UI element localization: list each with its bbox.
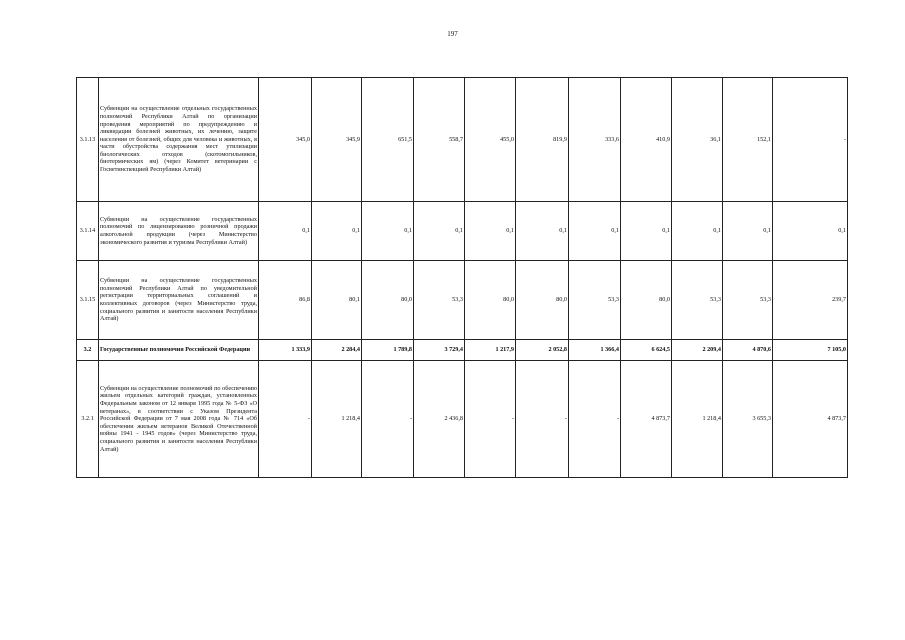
table-row-section bbox=[77, 340, 848, 361]
row-description: Субвенции на осуществление полномочий по обеспечению жильем отдельных категорий граждан, установленных Федеральным законом от 12 января 1995 года № 5-ФЗ «О ветеранах», в соответствии с Указом Президента Российской Федерации от 7 мая 2008 года № 714 «Об обеспечении жильем ветеранов Великой Отечественной войны 1941 - 1945 годов» (через Министерство труда, социального развития и занятости населения Республики Алтай) bbox=[99, 361, 259, 478]
value-cell: 4 870,6 bbox=[723, 340, 773, 361]
value-cell: 0,1 bbox=[312, 202, 362, 261]
value-cell: 53,3 bbox=[414, 261, 465, 340]
value-cell: 4 873,7 bbox=[773, 361, 848, 478]
value-cell: - bbox=[569, 361, 621, 478]
value-cell: 2 436,8 bbox=[414, 361, 465, 478]
value-cell: 6 624,5 bbox=[621, 340, 672, 361]
value-cell: 152,1 bbox=[723, 78, 773, 202]
value-cell: - bbox=[465, 361, 516, 478]
value-cell: 333,6 bbox=[569, 78, 621, 202]
row-description: Государственные полномочия Российской Федерации bbox=[99, 340, 259, 361]
value-cell: 80,1 bbox=[312, 261, 362, 340]
value-cell: - bbox=[516, 361, 569, 478]
value-cell: 345,9 bbox=[312, 78, 362, 202]
value-cell: 558,7 bbox=[414, 78, 465, 202]
table-row bbox=[77, 261, 848, 340]
value-cell: 1 366,4 bbox=[569, 340, 621, 361]
value-cell: 1 789,8 bbox=[362, 340, 414, 361]
value-cell: 651,5 bbox=[362, 78, 414, 202]
value-cell: - bbox=[773, 78, 848, 202]
value-cell: 410,9 bbox=[621, 78, 672, 202]
value-cell: 0,1 bbox=[259, 202, 312, 261]
table-row bbox=[77, 361, 848, 478]
value-cell: 3 729,4 bbox=[414, 340, 465, 361]
value-cell: 0,1 bbox=[414, 202, 465, 261]
value-cell: 53,3 bbox=[569, 261, 621, 340]
value-cell: 80,0 bbox=[621, 261, 672, 340]
value-cell: 455,0 bbox=[465, 78, 516, 202]
value-cell: 0,1 bbox=[773, 202, 848, 261]
value-cell: 53,3 bbox=[723, 261, 773, 340]
value-cell: 819,9 bbox=[516, 78, 569, 202]
value-cell: 4 873,7 bbox=[621, 361, 672, 478]
value-cell: 3 655,3 bbox=[723, 361, 773, 478]
value-cell: 0,1 bbox=[723, 202, 773, 261]
value-cell: 0,1 bbox=[516, 202, 569, 261]
value-cell: 0,1 bbox=[621, 202, 672, 261]
row-description: Субвенции на осуществление государственных полномочий Республики Алтай по уведомительной регистрации территориальных соглашений и коллективных договоров (через Министерство труда, социального развития и занятости населения Республики Алтай) bbox=[99, 261, 259, 340]
value-cell: 2 052,8 bbox=[516, 340, 569, 361]
value-cell: 7 105,0 bbox=[773, 340, 848, 361]
value-cell: 80,0 bbox=[362, 261, 414, 340]
value-cell: 1 218,4 bbox=[312, 361, 362, 478]
table-row bbox=[77, 202, 848, 261]
page-number: 197 bbox=[447, 30, 458, 38]
row-description: Субвенции на осуществление отдельных государственных полномочий Республики Алтай по организации проведения мероприятий по предупреждению и ликвидации болезней животных, их лечению, защите населения от болезней, общих для человека и животных, в части обустройства содержания мест утилизации биологических отходов (скотомогильников, биотермических ям) (через Комитет ветеринарии с Госветинспекцией Республики Алтай) bbox=[99, 78, 259, 202]
value-cell: 345,0 bbox=[259, 78, 312, 202]
row-description: Субвенции на осуществление государственных полномочий по лицензированию розничной продажи алкогольной продукции (через Министерство экономического развития и туризма Республики Алтай) bbox=[99, 202, 259, 261]
row-code: 3.1.15 bbox=[77, 261, 99, 340]
budget-table bbox=[76, 77, 848, 478]
value-cell: 36,1 bbox=[672, 78, 723, 202]
value-cell: 53,3 bbox=[672, 261, 723, 340]
row-code: 3.1.14 bbox=[77, 202, 99, 261]
value-cell: - bbox=[259, 361, 312, 478]
table-row bbox=[77, 78, 848, 202]
value-cell: - bbox=[362, 361, 414, 478]
value-cell: 80,0 bbox=[516, 261, 569, 340]
value-cell: 2 284,4 bbox=[312, 340, 362, 361]
value-cell: 1 217,9 bbox=[465, 340, 516, 361]
row-code: 3.2 bbox=[77, 340, 99, 361]
value-cell: 239,7 bbox=[773, 261, 848, 340]
row-code: 3.2.1 bbox=[77, 361, 99, 478]
value-cell: 86,8 bbox=[259, 261, 312, 340]
value-cell: 2 209,4 bbox=[672, 340, 723, 361]
value-cell: 0,1 bbox=[465, 202, 516, 261]
row-code: 3.1.13 bbox=[77, 78, 99, 202]
value-cell: 1 218,4 bbox=[672, 361, 723, 478]
value-cell: 0,1 bbox=[569, 202, 621, 261]
value-cell: 0,1 bbox=[672, 202, 723, 261]
value-cell: 1 333,9 bbox=[259, 340, 312, 361]
value-cell: 80,0 bbox=[465, 261, 516, 340]
value-cell: 0,1 bbox=[362, 202, 414, 261]
